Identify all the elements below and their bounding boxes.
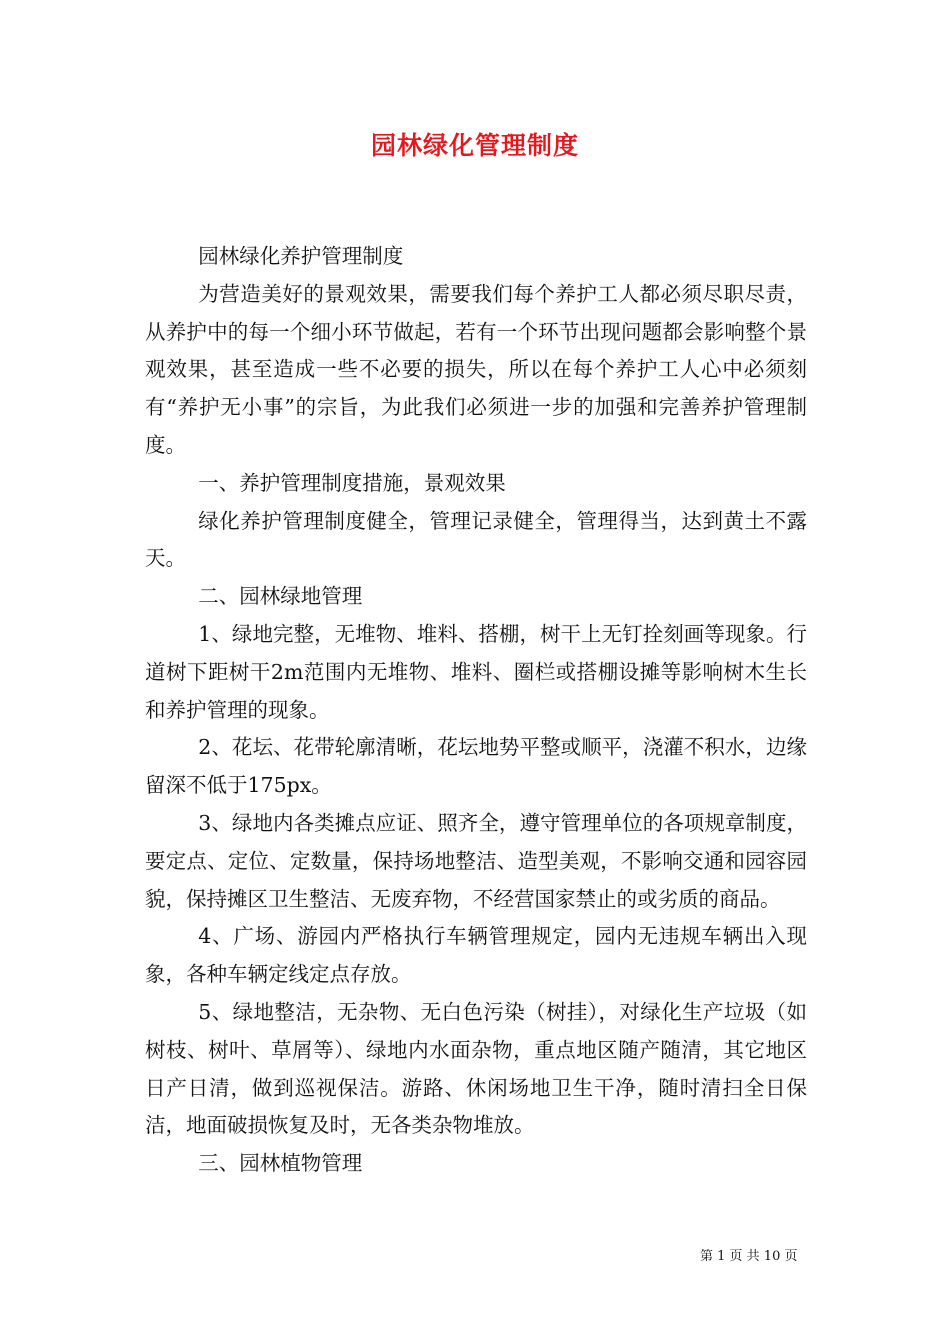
item-1-paragraph: 1、绿地完整，无堆物、堆料、搭棚，树干上无钉拴刻画等现象。行道树下距树干2m范围内无堆物、堆料、圈栏或搭棚设摊等影响树木生长和养护管理的现象。 (145, 621, 807, 722)
item-3-paragraph: 3、绿地内各类摊点应证、照齐全，遵守管理单位的各项规章制度，要定点、定位、定数量，保持场地整洁、造型美观，不影响交通和园容园貌，保持摊区卫生整洁、无废弃物，不经营国家禁止的或劣质的商品。 (145, 810, 807, 911)
document-title: 园林绿化管理制度 (370, 131, 579, 160)
item-5-paragraph: 5、绿地整洁，无杂物、无白色污染（树挂），对绿化生产垃圾（如树枝、树叶、草屑等）、绿地内水面杂物，重点地区随产随清，其它地区日产日清，做到巡视保洁。游路、休闲场地卫生干净，随时清扫全日保洁，地面破损恢复及时，无各类杂物堆放。 (145, 999, 807, 1138)
subtitle-paragraph: 园林绿化养护管理制度 (198, 244, 404, 268)
intro-paragraph: 为营造美好的景观效果，需要我们每个养护工人都必须尽职尽责，从养护中的每一个细小环节做起，若有一个环节出现问题都会影响整个景观效果，甚至造成一些不必要的损失，所以在每个养护工人心中必须刻有“养护无小事”的宗旨，为此我们必须进一步的加强和完善养护管理制度。 (145, 281, 807, 457)
item-4-paragraph: 4、广场、游园内严格执行车辆管理规定，园内无违规车辆出入现象，各种车辆定线定点存放。 (145, 924, 807, 987)
document-body (145, 238, 807, 1183)
section-1-paragraph: 绿化养护管理制度健全，管理记录健全，管理得当，达到黄土不露天。 (145, 508, 807, 571)
section-heading-1: 一、养护管理制度措施，景观效果 (198, 470, 506, 495)
item-2-paragraph: 2、花坛、花带轮廓清晰，花坛地势平整或顺平，浇灌不积水，边缘留深不低于175px。 (145, 735, 807, 798)
page-number: 第 1 页 共 10 页 (700, 1249, 798, 1264)
section-heading-2: 二、园林绿地管理 (198, 584, 363, 609)
section-heading-3: 三、园林植物管理 (198, 1151, 363, 1176)
